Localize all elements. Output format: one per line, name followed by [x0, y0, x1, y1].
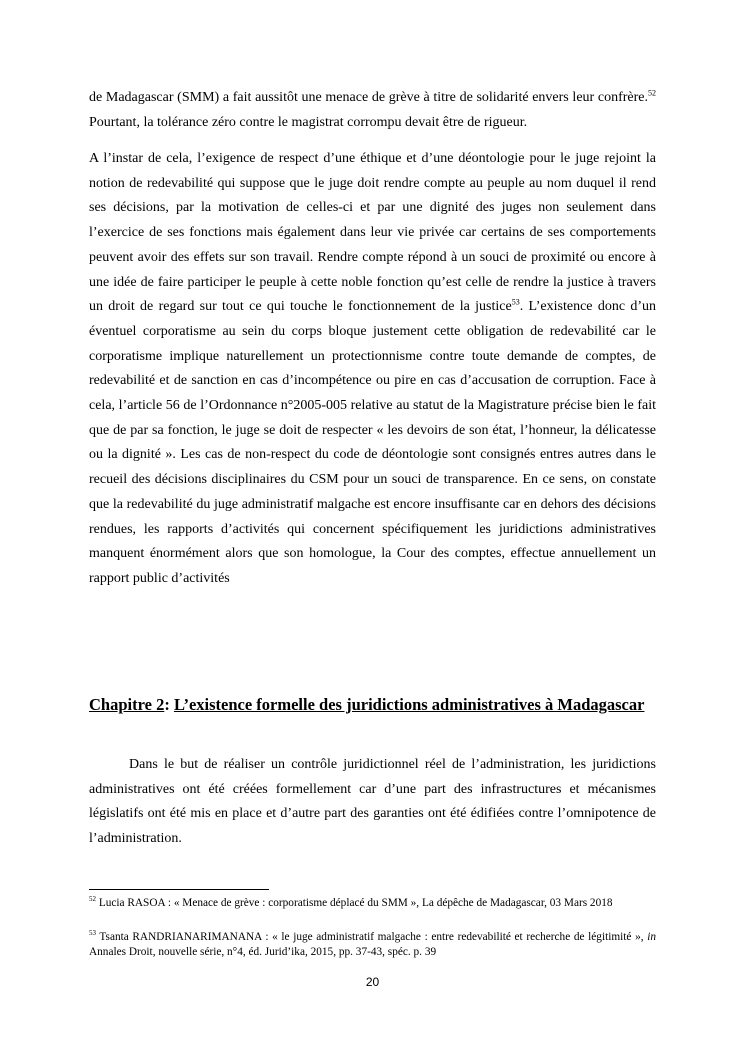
paragraph-redevabilite: [89, 147, 656, 592]
chapter-title: L’existence formelle des juridictions administratives à Madagascar: [173, 695, 645, 714]
footnote-number: 53: [89, 929, 96, 938]
paragraph-chapter-intro: Dans le but de réaliser un contrôle juridictionnel réel de l’administration, les juridictions administratives ont été créées formellement car d’une part des infrastructures et mécanismes législatifs ont été mis en place et d’autre part des garanties ont été édifiées contre l’omnipotence de l’administration.: [89, 757, 656, 847]
chapter-label: Chapitre 2: [89, 695, 165, 714]
page-number: 20: [365, 975, 380, 989]
paragraph-text: A l’instar de cela, l’exigence de respect d’une éthique et d’une déontologie pour le juge rejoint la notion de redevabilité qui suppose que le juge doit rendre compte au peuple au nom duquel il rend ses décisions, par la motivation de celles-ci et par une dignité des juges non seulement dans l’exercice de ses fonctions mais également dans leur vie privée car certains de ses comportements peuvent avoir des effets sur son travail. Rendre compte répond à un souci de proximité ou encore à une idée de faire participer le peuple à cette noble fonction qu’est celle de rendre la justice à travers un droit de regard sur tout ce qui touche le fonctionnement de la justice: [89, 151, 656, 315]
footnote-number: 52: [89, 895, 96, 904]
paragraph-text: . L’existence donc d’un éventuel corporatisme au sein du corps bloque justement cette obligation de redevabilité car le corporatisme implique naturellement un protectionnisme contre toute demande de comptes, de redevabilité et de sanction en cas d’incompétence ou pire en cas d’accusation de corruption. Face à cela, l’article 56 de l’Ordonnance n°2005-005 relative au statut de la Magistrature précise bien le fait que de par sa fonction, le juge se doit de respecter « les devoirs de son état, l’honneur, la délicatesse ou la dignité ». Les cas de non-respect du code de déontologie sont consignés entres autres dans le recueil des décisions disciplinaires du CSM pour un souci de transparence. En ce sens, on constate que la redevabilité du juge administratif malgache est encore insuffisante car en dehors des décisions rendues, les rapports d’activités qui concernent spécifiquement les juridictions administratives manquent énormément alors que son homologue, la Cour des comptes, effectue annuellement un rapport public d’activités: [89, 299, 656, 586]
footnote-separator: [89, 889, 269, 890]
paragraph-continuation: [89, 86, 656, 135]
footnote-53: [89, 930, 656, 960]
footnote-text: Tsanta RANDRIANARIMANANA : « le juge administratif malgache : entre redevabilité et recherche de légitimité »,: [96, 931, 648, 943]
footnote-ref-52[interactable]: 52: [648, 88, 656, 98]
chapter-separator: :: [164, 695, 174, 714]
footnote-italic-in: in: [647, 931, 656, 943]
footnote-ref-53[interactable]: 53: [511, 297, 520, 307]
chapter-heading: [89, 691, 656, 718]
footnote-text: Annales Droit, nouvelle série, n°4, éd. Jurid’ika, 2015, pp. 37-43, spéc. p. 39: [89, 946, 437, 958]
paragraph-text: de Madagascar (SMM) a fait aussitôt une menace de grève à titre de solidarité envers leur confrère.: [89, 90, 648, 105]
paragraph-text: Pourtant, la tolérance zéro contre le magistrat corrompu devait être de rigueur.: [89, 114, 528, 130]
footnote-52: [89, 896, 656, 911]
footnote-text: Lucia RASOA : « Menace de grève : corporatisme déplacé du SMM », La dépêche de Madagascar, 03 Mars 2018: [96, 897, 613, 909]
